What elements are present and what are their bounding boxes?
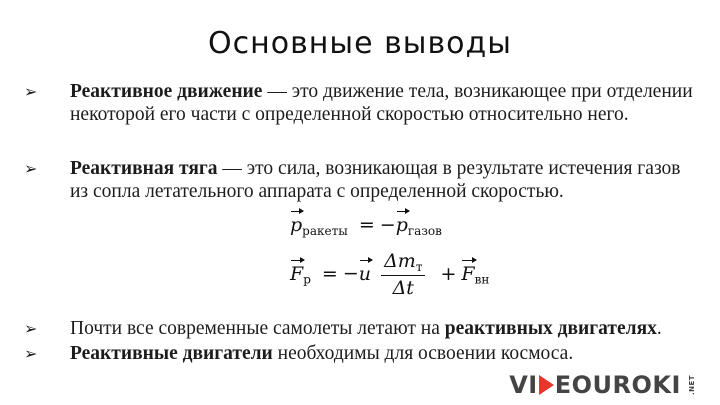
subscript-fuel: т	[415, 260, 423, 274]
videouroki-logo	[509, 371, 702, 399]
jet-planes-text: Почти все современные самолеты летают на	[70, 318, 445, 339]
bullet-reactive-thrust	[24, 157, 694, 203]
equals-sign: =	[321, 262, 338, 285]
fraction-denominator: Δt	[392, 277, 414, 299]
subscript-external: вн	[474, 272, 490, 287]
plus-sign: +	[440, 262, 457, 285]
definition-reactive-thrust: — это сила, возникающая в результате истечения газов из сопла летательного аппарата с определенной скоростью.	[70, 158, 681, 202]
term-jet-engines-space: Реактивные двигатели	[70, 343, 273, 364]
subscript-gases: газов	[407, 224, 442, 238]
mass-rate-fraction	[381, 250, 425, 299]
term-jet-engines: реактивных двигателях	[444, 318, 657, 339]
arrow-bullet-icon: ➢	[24, 159, 38, 178]
definition-reactive-motion: — это движение тела, возникающее при отделении некоторой его части с определенной скоростью относительно него.	[70, 81, 693, 125]
play-triangle-icon	[539, 375, 554, 395]
momentum-symbol: p	[395, 214, 408, 236]
force-symbol: F	[290, 262, 304, 285]
period: .	[656, 318, 662, 339]
thrust-formula	[290, 250, 489, 299]
arrow-bullet-icon: ➢	[24, 82, 38, 101]
bullet-jet-planes	[24, 317, 694, 340]
bullet-space-exploration	[24, 342, 694, 365]
subscript-reactive: р	[303, 272, 311, 287]
bullet-reactive-motion	[24, 80, 694, 126]
term-reactive-motion: Реактивное движение	[70, 81, 263, 102]
minus-sign: −	[379, 214, 396, 236]
logo-domain: .NET	[687, 374, 696, 396]
momentum-formula	[290, 214, 442, 238]
momentum-symbol: p	[290, 214, 303, 236]
velocity-symbol: u	[358, 262, 372, 285]
force-symbol: F	[461, 262, 475, 285]
arrow-bullet-icon: ➢	[24, 344, 38, 363]
equals-sign: =	[358, 214, 375, 236]
arrow-bullet-icon: ➢	[24, 319, 38, 338]
logo-text-end: EOUROKI	[554, 371, 681, 399]
fraction-numerator: Δm	[384, 250, 416, 272]
logo-text-start: VI	[509, 371, 538, 399]
term-reactive-thrust: Реактивная тяга	[70, 158, 218, 179]
slide-title: Основные выводы	[208, 26, 512, 61]
subscript-rocket: ракеты	[302, 224, 348, 238]
minus-sign: −	[342, 262, 359, 285]
space-text: необходимы для освоении космоса.	[272, 343, 574, 364]
